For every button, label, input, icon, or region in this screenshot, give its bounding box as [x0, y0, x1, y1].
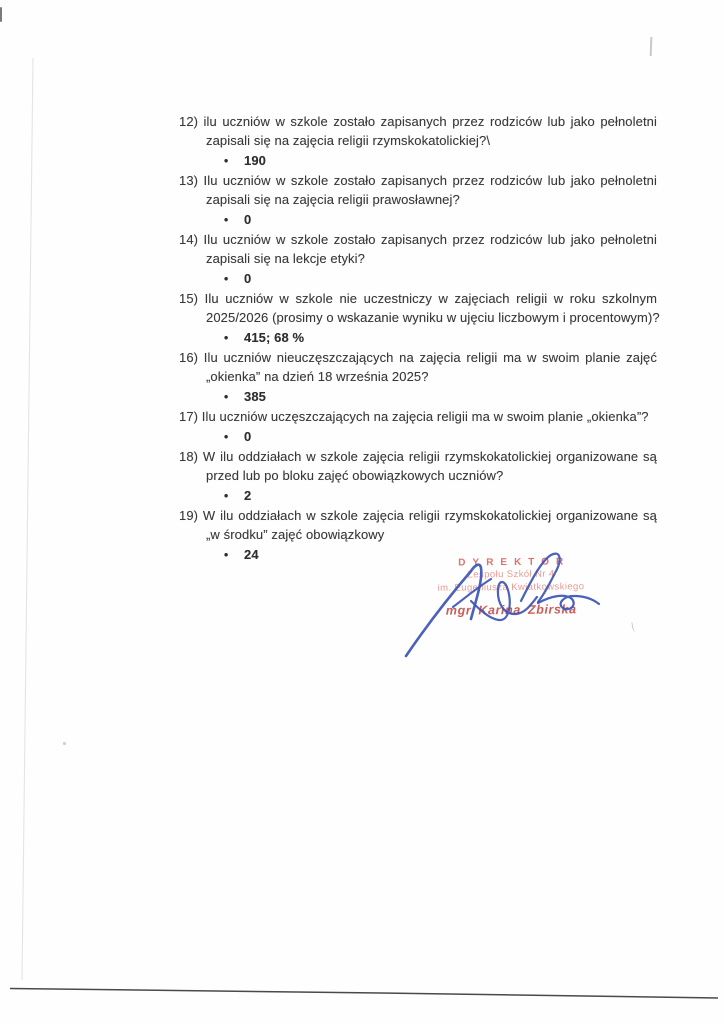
bullet-icon: •: [224, 153, 229, 168]
question-line: 14) Ilu uczniów w szkole zostało zapisanych przez rodziców lub jako pełnoletni: [179, 232, 657, 248]
director-stamp: [425, 555, 598, 618]
bullet-icon: •: [224, 429, 229, 443]
stamp-org-line1: Zespołu Szkół Nr 4: [467, 568, 555, 581]
answer-value: 24: [244, 546, 259, 562]
question-line: 2025/2026 (prosimy o wskazanie wyniku w ujęciu liczbowym i procentowym)?: [206, 310, 660, 326]
question-line: 18) W ilu oddziałach w szkole zajęcia religii rzymskokatolickiej organizowane są: [179, 448, 657, 464]
answer-value: 190: [244, 152, 266, 168]
faint-page-mark: [650, 37, 652, 56]
question-item: [179, 407, 657, 447]
question-line: zapisali się na zajęcia religii rzymskokatolickiej?\: [206, 133, 491, 149]
questions-block: [179, 112, 660, 565]
question-line: 17) Ilu uczniów uczęszczających na zajęcia religii ma w swoim planie „okienka”?: [179, 409, 649, 425]
question-answer: [179, 210, 657, 230]
question-line: 13) Ilu uczniów w szkole zostało zapisanych przez rodziców lub jako pełnoletni: [179, 173, 657, 189]
bullet-icon: •: [224, 389, 229, 404]
question-item: [179, 171, 657, 230]
page-edge-left-line: [22, 58, 33, 980]
scan-tick-mark: [631, 622, 637, 633]
bullet-icon: •: [224, 488, 229, 503]
scan-speck: [63, 742, 66, 745]
bullet-icon: •: [224, 330, 229, 345]
question-answer: [179, 387, 657, 407]
question-line: zapisali się na lekcje etyki?: [206, 251, 365, 267]
question-answer: [179, 269, 657, 289]
question-item: [179, 447, 657, 506]
bullet-icon: •: [224, 212, 229, 227]
answer-value: 0: [244, 270, 252, 286]
page-edge-bottom-line: [10, 989, 718, 999]
question-answer: [179, 328, 657, 348]
question-answer: [179, 427, 657, 447]
question-line: przed lub po bloku zajęć obowiązkowych uczniów?: [206, 468, 504, 484]
bullet-icon: •: [224, 547, 229, 562]
question-item: [179, 230, 657, 289]
question-line: 15) Ilu uczniów w szkole nie uczestniczy w zajęciach religii w roku szkolnym: [179, 291, 657, 307]
scan-edge-mark-top-left: [0, 7, 2, 22]
bullet-icon: •: [224, 271, 229, 286]
question-line: 12) ilu uczniów w szkole zostało zapisanych przez rodziców lub jako pełnoletni: [179, 114, 657, 129]
answer-value: 2: [244, 487, 252, 503]
stamp-signer-name: mgr Karina Zbirska: [445, 602, 577, 618]
answer-value: 385: [244, 388, 266, 404]
stamp-title: DYREKTOR: [458, 556, 571, 569]
answer-value: 415; 68 %: [244, 329, 305, 345]
question-answer: [179, 151, 657, 171]
question-item: [179, 112, 657, 171]
question-line: 16) Ilu uczniów nieuczęszczających na zajęcia religii ma w swoim planie zajęć: [179, 350, 657, 366]
question-line: „okienka” na dzień 18 września 2025?: [206, 369, 429, 385]
question-answer: [179, 486, 657, 506]
question-item: [179, 348, 657, 407]
answer-value: 0: [244, 428, 252, 444]
question-line: zapisali się na zajęcia religii prawosławnej?: [206, 192, 460, 208]
question-item: [179, 289, 660, 348]
question-line: 19) W ilu oddziałach w szkole zajęcia religii rzymskokatolickiej organizowane są: [179, 507, 657, 523]
answer-value: 0: [244, 211, 252, 227]
stamp-org-line2: im. Eugeniusza Kwiatkowskiego: [437, 580, 585, 594]
question-line: „w środku” zajęć obowiązkowy: [206, 527, 385, 543]
